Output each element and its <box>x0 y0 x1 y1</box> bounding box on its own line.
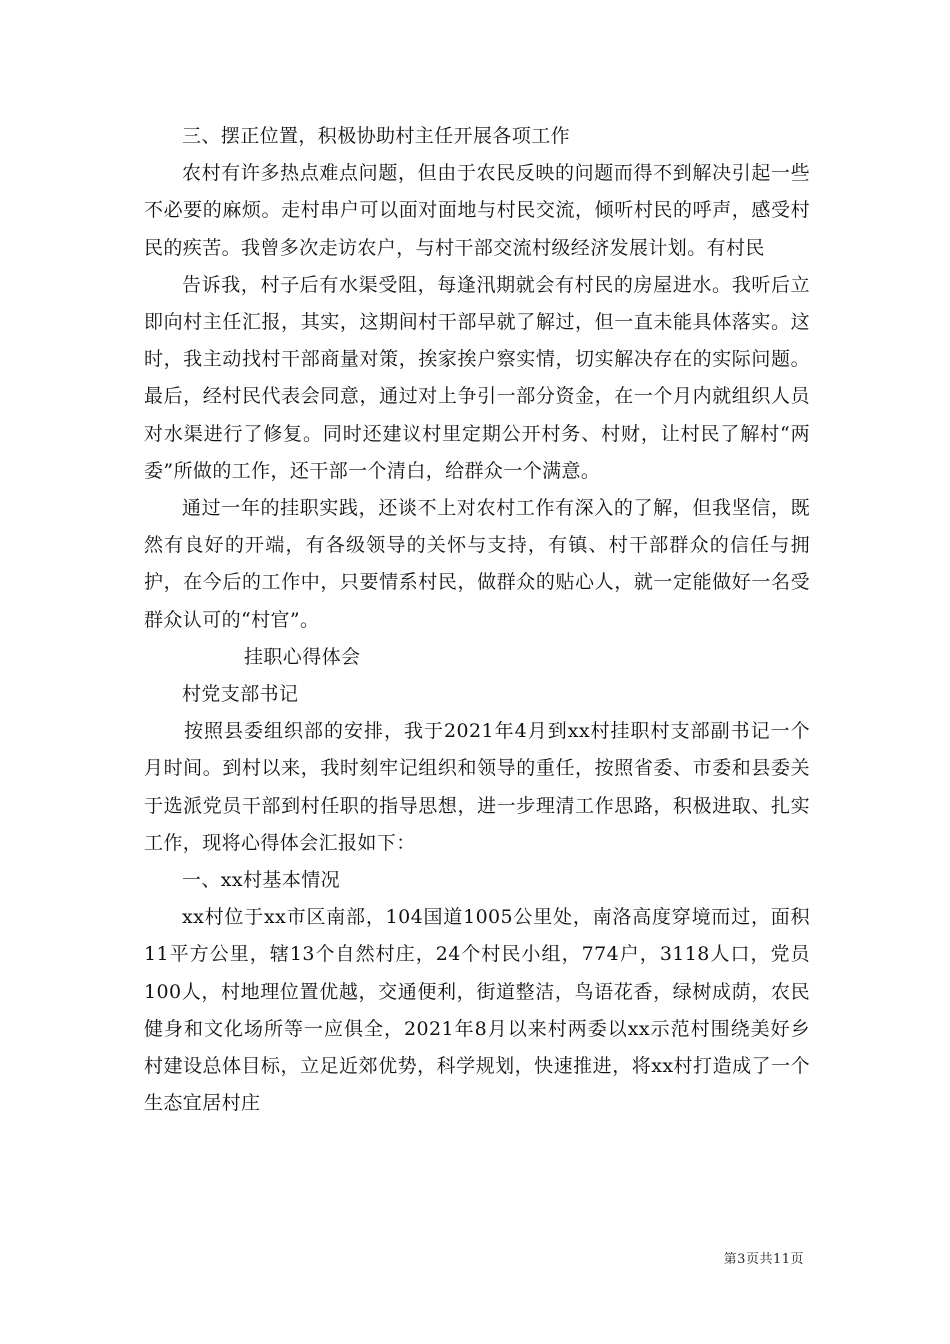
body-paragraph: 按照县委组织部的安排，我于2021年4月到xx村挂职村支部副书记一个月时间。到村以来，我时刻牢记组织和领导的重任，按照省委、市委和县委关于选派党员干部到村任职的指导思想，进一步理清工作思路，积极进取、扎实工作，现将心得体会汇报如下： <box>144 720 810 854</box>
body-paragraph: 农村有许多热点难点问题，但由于农民反映的问题而得不到解决引起一些不必要的麻烦。走村串户可以面对面地与村民交流，倾听村民的呼声，感受村民的疾苦。我曾多次走访农户，与村干部交流村级经济发展计划。有村民 <box>144 162 810 259</box>
page-number: 第3页共11页 <box>723 1252 804 1267</box>
document-body <box>144 118 810 1122</box>
document-title: 挂职心得体会 <box>244 645 361 668</box>
body-paragraph: 通过一年的挂职实践，还谈不上对农村工作有深入的了解，但我坚信，既然有良好的开端，有各级领导的关怀与支持，有镇、村干部群众的信任与拥护，在今后的工作中，只要情系村民，做群众的贴心人，就一定能做好一名受群众认可的“村官”。 <box>144 497 810 631</box>
body-paragraph: xx村位于xx市区南部，104国道1005公里处，南洛高度穿境而过，面积11平方公里，辖13个自然村庄，24个村民小组，774户，3118人口，党员100人，村地理位置优越，交通便利，街道整洁，鸟语花香，绿树成荫，农民健身和文化场所等一应俱全，2021年8月以来村两委以xx示范村围绕美好乡村建设总体目标，立足近郊优势，科学规划，快速推进，将xx村打造成了一个生态宜居村庄 <box>144 906 810 1115</box>
author-line: 村党支部书记 <box>182 683 299 706</box>
section-heading: 一、xx村基本情况 <box>182 869 341 892</box>
section-heading: 三、摆正位置，积极协助村主任开展各项工作 <box>182 125 571 147</box>
body-paragraph: 告诉我，村子后有水渠受阻，每逢汛期就会有村民的房屋进水。我听后立即向村主任汇报，其实，这期间村干部早就了解过，但一直未能具体落实。这时，我主动找村干部商量对策，挨家挨户察实情，切实解决存在的实际问题。最后，经村民代表会同意，通过对上争引一部分资金，在一个月内就组织人员对水渠进行了修复。同时还建议村里定期公开村务、村财，让村民了解村“两委”所做的工作，还干部一个清白，给群众一个满意。 <box>144 273 810 482</box>
